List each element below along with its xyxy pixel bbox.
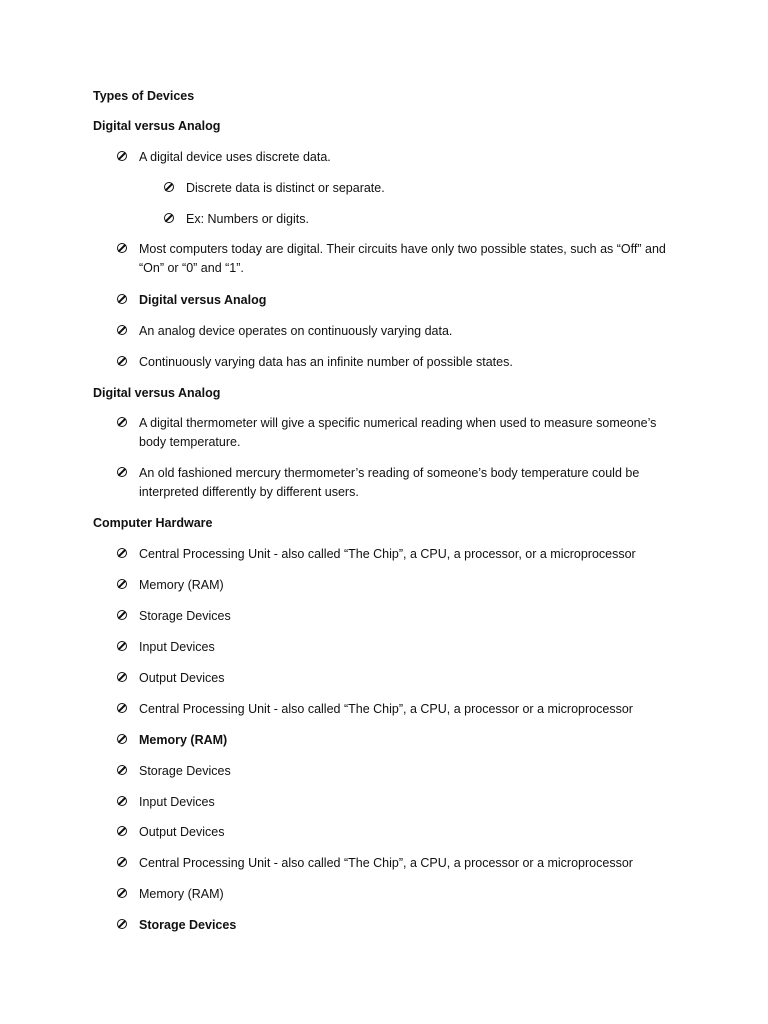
circle-slash-icon xyxy=(117,579,127,589)
circle-slash-icon xyxy=(117,467,127,477)
list-item-text: Digital versus Analog xyxy=(139,293,267,307)
circle-slash-icon xyxy=(117,857,127,867)
list-item-text: Memory (RAM) xyxy=(139,578,224,592)
circle-slash-icon xyxy=(117,826,127,836)
list-item-text: Central Processing Unit - also called “The Chip”, a CPU, a processor or a microprocessor xyxy=(139,856,633,870)
section-heading: Computer Hardware xyxy=(93,516,213,530)
circle-slash-icon xyxy=(117,356,127,366)
circle-slash-icon xyxy=(117,919,127,929)
list-item-text: A digital device uses discrete data. xyxy=(139,150,331,164)
list-item-text: Memory (RAM) xyxy=(139,733,228,747)
section-heading: Digital versus Analog xyxy=(93,386,221,400)
circle-slash-icon xyxy=(117,548,127,558)
list-item-text: Ex: Numbers or digits. xyxy=(186,212,309,226)
circle-slash-icon xyxy=(117,672,127,682)
circle-slash-icon xyxy=(117,325,127,335)
list-item-text: Input Devices xyxy=(139,795,215,809)
list-item-text: Storage Devices xyxy=(139,918,237,932)
circle-slash-icon xyxy=(117,641,127,651)
list-item-text: A digital thermometer will give a specific numerical reading when used to measure someone’s body temperature. xyxy=(139,416,657,449)
circle-slash-icon xyxy=(117,734,127,744)
list-item-text: Central Processing Unit - also called “The Chip”, a CPU, a processor, or a microprocessor xyxy=(139,547,636,561)
list-item-text: Most computers today are digital. Their circuits have only two possible states, such as “Off” and “On” or “0” and “1”. xyxy=(139,242,666,275)
circle-slash-icon xyxy=(117,796,127,806)
circle-slash-icon xyxy=(117,610,127,620)
list-item-text: Output Devices xyxy=(139,671,225,685)
circle-slash-icon xyxy=(117,243,127,253)
list-item-text: Memory (RAM) xyxy=(139,887,224,901)
list-item-text: Central Processing Unit - also called “The Chip”, a CPU, a processor or a microprocessor xyxy=(139,702,633,716)
list-item-text: Storage Devices xyxy=(139,764,231,778)
circle-slash-icon xyxy=(117,703,127,713)
list-item-text: Input Devices xyxy=(139,640,215,654)
list-item-text: Storage Devices xyxy=(139,609,231,623)
document-title: Types of Devices xyxy=(93,89,195,103)
list-item-text: Continuously varying data has an infinite number of possible states. xyxy=(139,355,513,369)
section-heading: Digital versus Analog xyxy=(93,119,221,133)
circle-slash-icon xyxy=(117,765,127,775)
list-item-text: An analog device operates on continuously varying data. xyxy=(139,324,453,338)
circle-slash-icon xyxy=(117,151,127,161)
list-item-text: An old fashioned mercury thermometer’s reading of someone’s body temperature could be interpreted differently by different users. xyxy=(139,466,640,499)
circle-slash-icon xyxy=(164,213,174,223)
list-item-text: Discrete data is distinct or separate. xyxy=(186,181,385,195)
circle-slash-icon xyxy=(117,417,127,427)
circle-slash-icon xyxy=(117,888,127,898)
circle-slash-icon xyxy=(164,182,174,192)
circle-slash-icon xyxy=(117,294,127,304)
list-item-text: Output Devices xyxy=(139,825,225,839)
